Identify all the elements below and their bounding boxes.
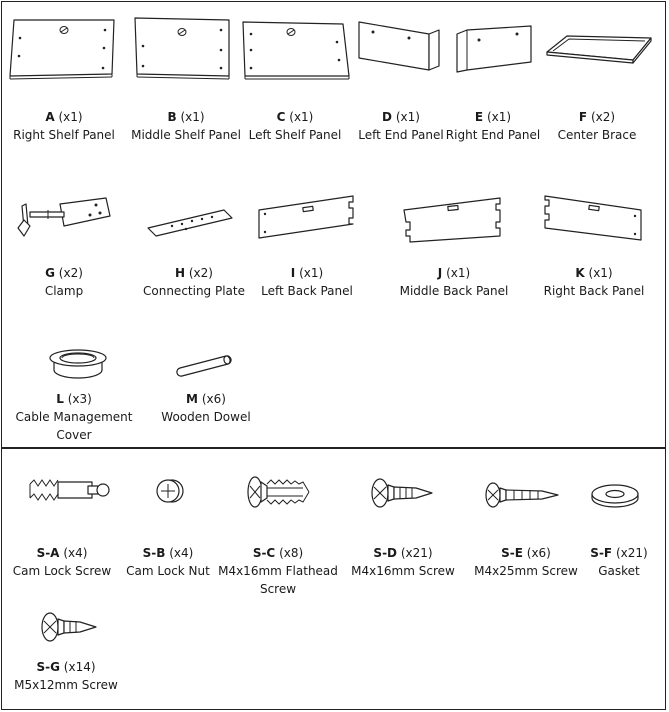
hw-s-c-label [208, 544, 348, 598]
part-name: Left Back Panel [261, 284, 353, 298]
part-id: S-A [36, 546, 60, 560]
part-qty: (x3) [67, 392, 92, 406]
middle-back-panel-icon [402, 196, 506, 244]
part-g-label [0, 264, 134, 300]
m4x16mm-screw-icon [370, 476, 434, 510]
part-id: S-E [501, 546, 523, 560]
hw-s-g-label [0, 658, 136, 694]
part-qty: (x4) [63, 546, 88, 560]
part-qty: (x1) [446, 266, 471, 280]
part-qty: (x1) [289, 110, 314, 124]
cam-lock-screw-icon [26, 474, 108, 506]
wooden-dowel-icon [176, 352, 236, 378]
part-j-label [384, 264, 524, 300]
part-f-label [527, 108, 667, 144]
part-name: Connecting Plate [143, 284, 245, 298]
part-id: A [45, 110, 55, 124]
part-name: Cable Management Cover [15, 410, 133, 442]
part-name: Wooden Dowel [161, 410, 251, 424]
part-name: Middle Shelf Panel [131, 128, 241, 142]
part-name: Center Brace [557, 128, 637, 142]
part-id: S-G [36, 660, 60, 674]
center-brace-icon [545, 34, 655, 64]
part-qty: (x4) [169, 546, 194, 560]
gasket-icon [590, 482, 640, 510]
part-id: S-C [252, 546, 276, 560]
hw-s-f-label [549, 544, 669, 580]
part-id: F [578, 110, 588, 124]
part-id: G [45, 266, 55, 280]
part-id: E [474, 110, 484, 124]
part-qty: (x1) [395, 110, 420, 124]
m5x12mm-screw-icon [40, 610, 98, 644]
part-qty: (x6) [526, 546, 551, 560]
hw-s-d-label [333, 544, 473, 580]
part-name: Cam Lock Screw [12, 564, 112, 578]
part-qty: (x2) [590, 110, 616, 124]
part-id: S-B [142, 546, 166, 560]
part-qty: (x2) [58, 266, 83, 280]
part-name: Gasket [598, 564, 640, 578]
part-qty: (x2) [188, 266, 213, 280]
part-name: Right End Panel [445, 128, 541, 142]
part-id: H [175, 266, 186, 280]
part-id: M [186, 392, 198, 406]
part-qty: (x1) [180, 110, 205, 124]
part-id: D [382, 110, 393, 124]
clamp-icon [16, 196, 112, 238]
part-name: M4x25mm Screw [474, 564, 578, 578]
part-id: I [290, 266, 296, 280]
right-shelf-panel-icon [8, 18, 118, 80]
part-id: B [167, 110, 177, 124]
part-name: Left Shelf Panel [248, 128, 342, 142]
part-l-label [4, 390, 144, 444]
part-id: L [56, 392, 64, 406]
part-a-label [0, 108, 134, 144]
part-id: S-D [373, 546, 398, 560]
part-qty: (x21) [615, 546, 648, 560]
part-name: Cam Lock Nut [126, 564, 210, 578]
part-name: M5x12mm Screw [14, 678, 118, 692]
part-m-label [136, 390, 276, 426]
part-qty: (x14) [63, 660, 96, 674]
middle-shelf-panel-icon [133, 16, 233, 82]
cable-cover-icon [48, 348, 108, 382]
right-back-panel-icon [543, 194, 645, 242]
part-qty: (x21) [400, 546, 433, 560]
part-name: M4x16mm Flathead Screw [218, 564, 338, 596]
part-id: S-F [590, 546, 613, 560]
part-name: Left End Panel [358, 128, 444, 142]
part-id: C [276, 110, 286, 124]
part-id: K [575, 266, 585, 280]
part-name: Right Back Panel [543, 284, 645, 298]
part-k-label [524, 264, 664, 300]
m4x25mm-screw-icon [484, 480, 560, 510]
connecting-plate-icon [146, 208, 236, 238]
part-name: M4x16mm Screw [351, 564, 455, 578]
part-name: Right Shelf Panel [13, 128, 115, 142]
left-end-panel-icon [357, 20, 441, 74]
part-i-label [237, 264, 377, 300]
part-qty: (x6) [201, 392, 226, 406]
part-name: Middle Back Panel [399, 284, 509, 298]
flathead-screw-icon [245, 474, 313, 510]
part-id: J [437, 266, 443, 280]
left-back-panel-icon [257, 194, 359, 240]
part-qty: (x1) [588, 266, 613, 280]
part-qty: (x8) [279, 546, 304, 560]
part-qty: (x1) [299, 266, 324, 280]
right-end-panel-icon [455, 24, 535, 76]
cam-lock-nut-icon [154, 478, 186, 504]
part-name: Clamp [44, 284, 84, 298]
part-qty: (x1) [58, 110, 83, 124]
left-shelf-panel-icon [241, 20, 351, 80]
part-qty: (x1) [486, 110, 512, 124]
